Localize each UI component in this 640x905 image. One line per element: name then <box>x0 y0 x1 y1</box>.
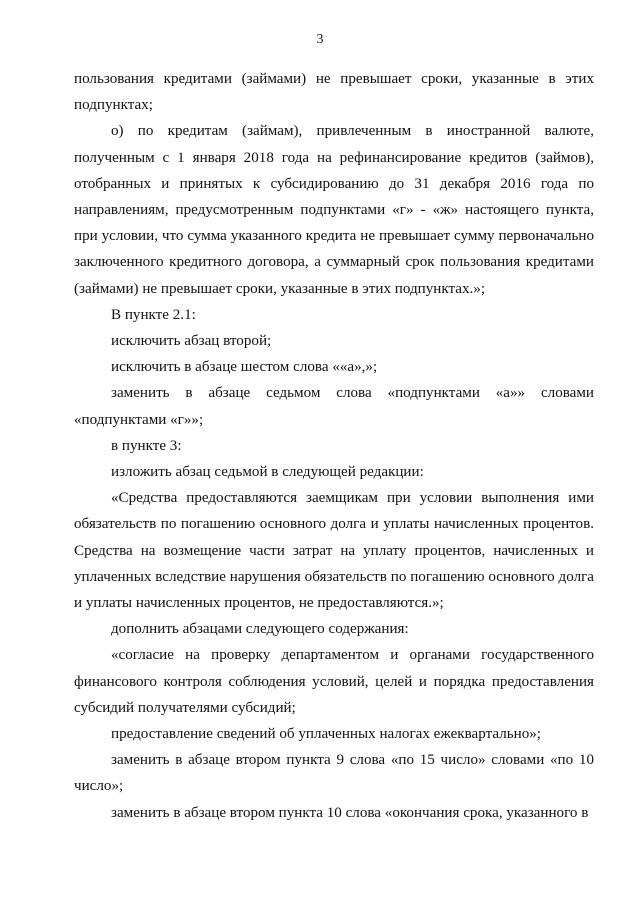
paragraph-item-2-1-heading: В пункте 2.1: <box>111 306 196 323</box>
paragraph-quoted-funds: «Средства предоставляются заемщикам при условии выполнения ими обязательств по погашению основного долга и уплаты начисленных процентов. Средства на возмещение части затрат на уплату процентов, начисленных и уплаченных вследствие нарушения обязательств по погашению основного долга и уплаты начисленных процентов, не предоставляются.»; <box>74 490 594 612</box>
page-number: 3 <box>316 32 324 47</box>
paragraph-quoted-taxes: предоставление сведений об уплаченных налогах ежеквартально»; <box>111 726 542 743</box>
paragraph-item-3-heading: в пункте 3: <box>111 437 182 454</box>
document-body <box>74 66 594 826</box>
paragraph-replace-seventh: заменить в абзаце седьмом слова «подпунктами «а»» словами «подпунктами «г»»; <box>74 385 594 428</box>
paragraph-subclause-o: о) по кредитам (займам), привлеченным в иностранной валюте, полученным с 1 января 2018 года на рефинансирование кредитов (займов), отобранных и принятых к субсидированию до 31 декабря 2016 года по направлениям, предусмотренным подпунктами «г» - «ж» настоящего пункта, при условии, что сумма указанного кредита не превышает сумму первоначально заключенного кредитного договора, а суммарный срок пользования кредитами (займами) не превышает сроки, указанные в этих подпунктах.»; <box>74 123 594 297</box>
paragraph-quoted-consent: «согласие на проверку департаментом и органами государственного финансового контроля соблюдения условий, целей и порядка предоставления субсидий получателями субсидий; <box>74 647 594 716</box>
paragraph-supplement: дополнить абзацами следующего содержания: <box>111 621 409 638</box>
paragraph-exclude-second: исключить абзац второй; <box>111 333 272 350</box>
paragraph-restate-seventh: изложить абзац седьмой в следующей редакции: <box>111 464 424 481</box>
paragraph-exclude-words-sixth: исключить в абзаце шестом слова ««а»,»; <box>111 359 378 376</box>
paragraph-replace-item-9: заменить в абзаце втором пункта 9 слова «по 15 число» словами «по 10 число»; <box>74 752 594 795</box>
paragraph-replace-item-10: заменить в абзаце втором пункта 10 слова «окончания срока, указанного в <box>111 804 589 821</box>
paragraph-continuation: пользования кредитами (займами) не превышает сроки, указанные в этих подпунктах; <box>74 71 594 114</box>
